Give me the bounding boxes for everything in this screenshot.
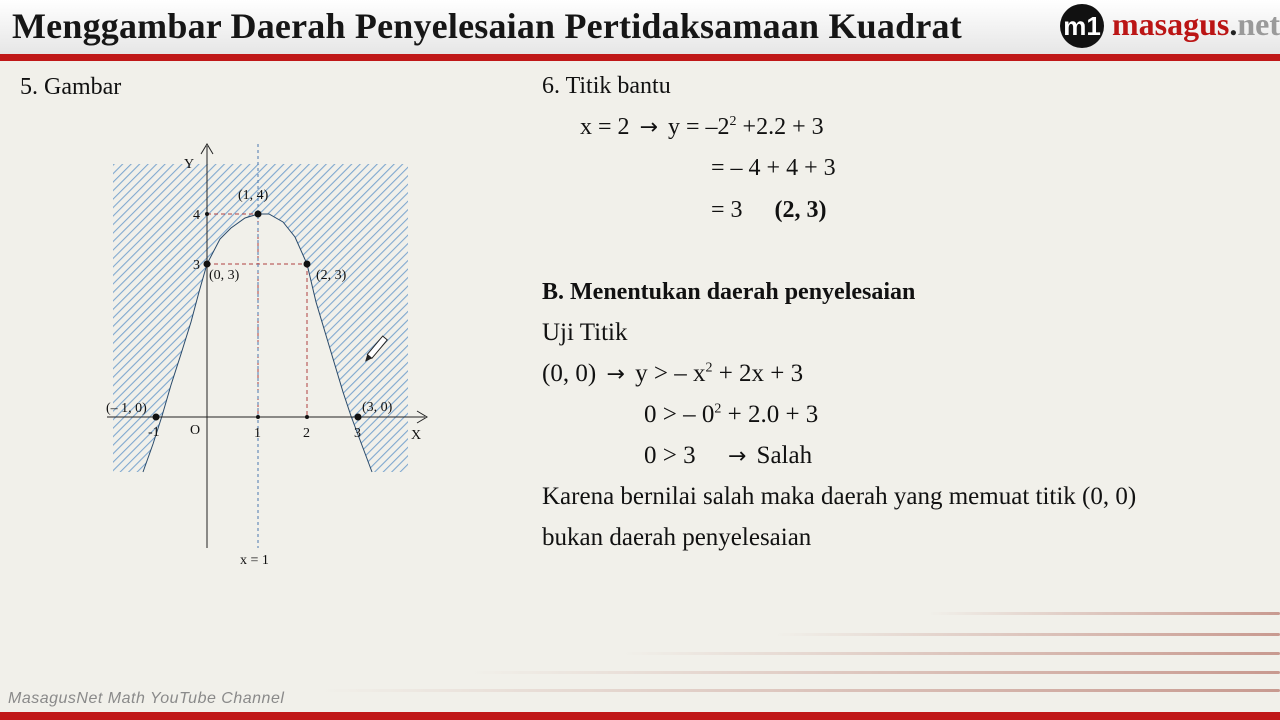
ytick-label-3: 3 — [193, 258, 200, 273]
header — [0, 0, 1280, 54]
calc-line-1 — [580, 114, 824, 141]
conclusion-line-1: Karena bernilai salah maka daerah yang memuat titik (0, 0) — [542, 483, 1137, 510]
tick-mark-2 — [305, 415, 309, 419]
uji-line-1-point: (0, 0) — [542, 360, 597, 387]
decor-stripe — [928, 612, 1280, 615]
label-3-0: (3, 0) — [362, 400, 393, 415]
decor-stripe — [470, 671, 1280, 674]
logo-dot: . — [1229, 6, 1238, 42]
footer-accent-bar — [0, 712, 1280, 720]
uji-line-1 — [542, 360, 803, 388]
decor-stripe — [775, 633, 1280, 636]
calc-line-1-x: x = 2 — [580, 114, 630, 140]
label-2-3: (2, 3) — [316, 268, 347, 283]
page-title: Menggambar Daerah Penyelesaian Pertidaksamaan Kuadrat — [12, 6, 962, 46]
logo-tld: net — [1237, 6, 1280, 42]
logo-text — [1112, 6, 1280, 43]
label-vertex: (1, 4) — [238, 188, 269, 203]
ytick-label-4: 4 — [193, 208, 200, 223]
calc-line-1-exp: 2 — [729, 114, 737, 129]
decor-stripe — [320, 689, 1280, 692]
tick-label-2: 2 — [303, 426, 310, 441]
tick-mark-1 — [256, 415, 260, 419]
point-3-0 — [355, 414, 362, 421]
logo — [1060, 4, 1280, 50]
conclusion-line-2: bukan daerah penyelesaian — [542, 524, 812, 551]
logo-name: masagus — [1112, 6, 1230, 42]
axis-y-label: Y — [184, 157, 195, 172]
label-0-3: (0, 3) — [209, 268, 240, 283]
tick-label-3: 3 — [354, 426, 361, 441]
uji-line-1-exp: 2 — [705, 360, 713, 376]
uji-titik-label: Uji Titik — [542, 319, 628, 346]
uji-line-1-ineq: y > – x — [635, 360, 706, 387]
decor-stripe — [622, 652, 1280, 655]
calc-line-3-value: = 3 — [711, 197, 743, 223]
origin-label: O — [190, 423, 201, 438]
calc-line-3-point: (2, 3) — [774, 197, 827, 223]
uji-line-2 — [644, 401, 818, 429]
label-neg1-0: (– 1, 0) — [106, 401, 147, 416]
section-6-heading: 6. Titik bantu — [542, 73, 671, 99]
section-5-heading: 5. Gambar — [20, 74, 122, 100]
uji-line-2-ineq: 0 > – 0 — [644, 401, 715, 428]
calc-line-1-rest: +2.2 + 3 — [736, 114, 824, 140]
uji-line-2-rest: + 2.0 + 3 — [721, 401, 819, 428]
arrow-right-icon: → — [639, 115, 658, 140]
channel-watermark: MasagusNet Math YouTube Channel — [8, 690, 285, 707]
axis-x-label: X — [411, 428, 422, 443]
point-0-3 — [204, 261, 211, 268]
tick-label-neg1: -1 — [148, 425, 160, 440]
point-neg1-0 — [153, 414, 160, 421]
calc-line-3 — [711, 197, 827, 224]
point-2-3 — [304, 261, 311, 268]
uji-line-2-exp: 2 — [714, 401, 722, 417]
arrow-right-icon: → — [727, 444, 747, 469]
uji-line-3-ineq: 0 > 3 — [644, 442, 696, 469]
uji-line-3-result: Salah — [756, 442, 813, 469]
parabola-graph — [95, 140, 440, 580]
logo-badge: m1 — [1060, 4, 1104, 48]
uji-line-3 — [644, 442, 812, 470]
tick-label-1: 1 — [254, 426, 261, 441]
header-accent-bar — [0, 54, 1280, 61]
point-vertex — [255, 211, 262, 218]
tick-mark-y4 — [205, 212, 209, 216]
uji-line-1-rest: + 2x + 3 — [712, 360, 804, 387]
calc-line-2: = – 4 + 4 + 3 — [711, 155, 836, 181]
arrow-right-icon: → — [606, 362, 625, 387]
label-symmetry-axis: x = 1 — [240, 553, 269, 568]
section-b-heading: B. Menentukan daerah penyelesaian — [542, 279, 916, 305]
calc-line-1-y: y = –2 — [667, 114, 730, 140]
